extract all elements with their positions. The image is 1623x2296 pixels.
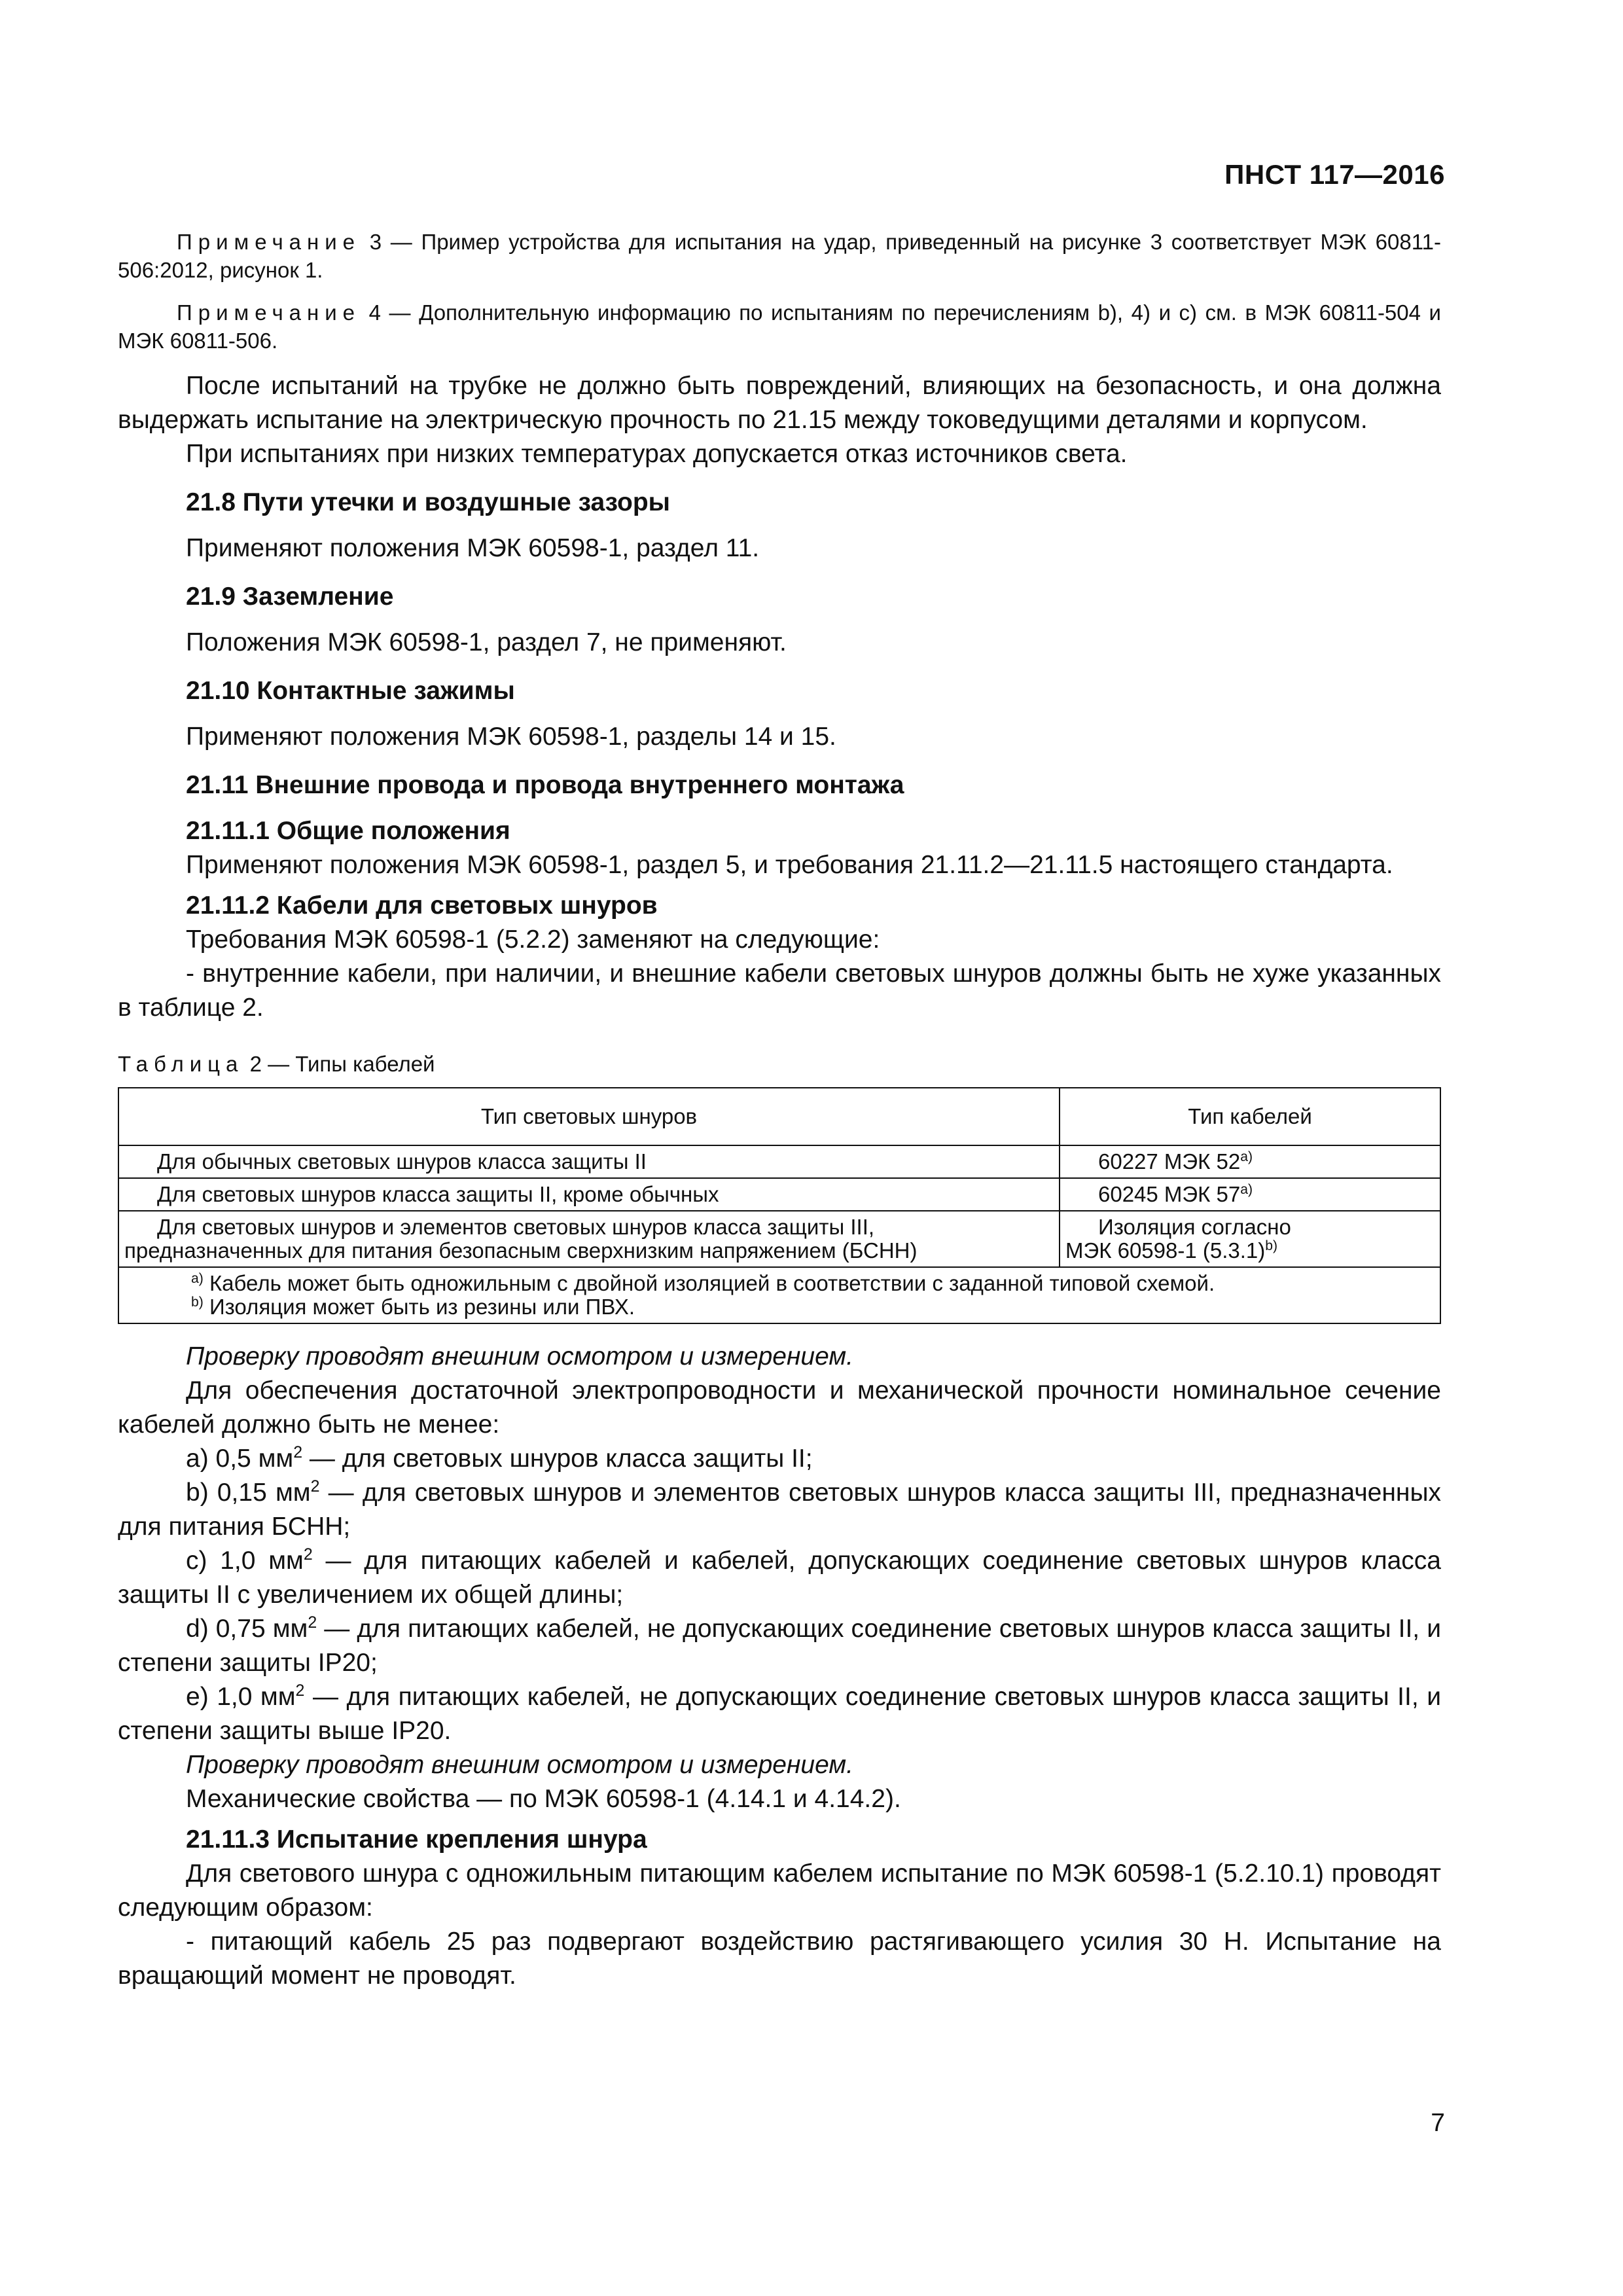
table-header-row [118,1088,1440,1145]
note-4 [118,298,1441,355]
note-label: Примечание [177,300,361,325]
table-caption-text: 2 — Типы кабелей [249,1052,435,1076]
check-method-2: Проверку проводят внешним осмотром и измерением. [186,1751,853,1779]
list-prefix: d) 0,75 мм [186,1615,308,1643]
list-item-a [118,1442,1441,1476]
list-text: — для питающих кабелей, не допускающих соединение световых шнуров класса защиты II, и степени защиты IP20; [118,1615,1441,1677]
heading-21-11-2: 21.11.2 Кабели для световых шнуров [186,891,658,920]
document-code: ПНСТ 117—2016 [1224,159,1445,190]
note-3 [118,228,1441,284]
table-footnote [191,1272,1435,1295]
superscript: 2 [303,1545,313,1564]
cable-types-table [118,1087,1441,1324]
table-footnote [191,1295,1435,1319]
note-text: 4 — Дополнительную информацию по испытаниям по перечислениям b), 4) и c) см. в МЭК 60811-504 и МЭК 60811-506. [118,300,1441,353]
footnote-text: Кабель может быть одножильным с двойной изоляцией в соответствии с заданной типовой схемой. [209,1271,1215,1295]
table-footnotes-row [118,1267,1440,1323]
paragraph-21-11-3-intro: Для светового шнура с одножильным питающим кабелем испытание по МЭК 60598-1 (5.2.10.1) проводят следующим образом: [118,1859,1441,1922]
cable-type-line-1: Изоляция согласно [1098,1215,1291,1239]
paragraph-21-11-2-intro: Требования МЭК 60598-1 (5.2.2) заменяют на следующие: [186,925,880,954]
list-item-d [118,1612,1441,1680]
table-cell: Для световых шнуров и элементов световых шнуров класса защиты III, предназначенных для питания безопасным сверхнизким напряжением (БСНН) [118,1211,1060,1267]
table-caption-label: Таблица [118,1052,244,1076]
superscript: 2 [310,1477,320,1496]
heading-21-8: 21.8 Пути утечки и воздушные зазоры [186,488,670,516]
paragraph-21-11-3-list: - питающий кабель 25 раз подвергают воздействию растягивающего усилия 30 Н. Испытание на вращающий момент не проводят. [118,1928,1441,1990]
list-text: — для питающих кабелей, не допускающих соединение световых шнуров класса защиты II, и степени защиты выше IP20. [118,1683,1441,1745]
list-item-e [118,1680,1441,1748]
cable-type: 60245 МЭК 57 [1098,1182,1241,1206]
heading-21-9: 21.9 Заземление [186,583,394,611]
footnote-mark: b) [1265,1238,1278,1253]
paragraph-low-temperature: При испытаниях при низких температурах допускается отказ источников света. [186,440,1128,468]
paragraph-21-11-1: Применяют положения МЭК 60598-1, раздел 5, и требования 21.11.2—21.11.5 настоящего стандарта. [186,851,1393,879]
table-cell [1060,1178,1440,1211]
heading-21-11-3: 21.11.3 Испытание крепления шнура [186,1825,647,1854]
note-label: Примечание [177,230,361,254]
table-cell [1060,1145,1440,1178]
table-row [118,1145,1440,1178]
footnote-mark: b) [191,1295,204,1310]
list-item-c [118,1544,1441,1612]
list-item-b [118,1476,1441,1544]
page-number: 7 [1431,2109,1445,2137]
list-prefix: a) 0,5 мм [186,1444,294,1473]
paragraph-21-8: Применяют положения МЭК 60598-1, раздел 11. [186,534,760,562]
table-footnotes [118,1267,1440,1323]
list-prefix: e) 1,0 мм [186,1683,296,1711]
check-method-1: Проверку проводят внешним осмотром и измерением. [186,1342,853,1371]
column-header: Тип кабелей [1060,1088,1440,1145]
table-cell [1060,1211,1440,1267]
paragraph-21-11-2-list: - внутренние кабели, при наличии, и внешние кабели световых шнуров должны быть не хуже указанных в таблице 2. [118,960,1441,1022]
heading-21-11-1: 21.11.1 Общие положения [186,817,510,845]
table-cell: Для световых шнуров класса защиты II, кроме обычных [118,1178,1060,1211]
paragraph-21-9: Положения МЭК 60598-1, раздел 7, не применяют. [186,628,787,656]
footnote-mark: a) [1240,1149,1253,1164]
paragraph-cross-section: Для обеспечения достаточной электропроводности и механической прочности номинальное сечение кабелей должно быть не менее: [118,1376,1441,1439]
list-text: — для световых шнуров класса защиты II; [302,1444,813,1473]
paragraph-mechanical: Механические свойства — по МЭК 60598-1 (4.14.1 и 4.14.2). [186,1785,901,1813]
table-cell: Для обычных световых шнуров класса защиты II [118,1145,1060,1178]
footnote-mark: a) [1240,1182,1253,1197]
table-caption [118,1050,1441,1078]
superscript: 2 [295,1681,305,1700]
paragraph-21-10: Применяют положения МЭК 60598-1, разделы 14 и 15. [186,723,836,751]
list-prefix: b) 0,15 мм [186,1479,311,1507]
footnote-text: Изоляция может быть из резины или ПВХ. [209,1295,635,1319]
table-row [118,1178,1440,1211]
heading-21-11: 21.11 Внешние провода и провода внутреннего монтажа [186,771,904,799]
page-content [118,228,1441,1993]
cable-type: 60227 МЭК 52 [1098,1149,1241,1174]
note-text: 3 — Пример устройства для испытания на удар, приведенный на рисунке 3 соответствует МЭК 60811-506:2012, рисунок 1. [118,230,1441,282]
superscript: 2 [308,1613,317,1632]
list-text: — для световых шнуров и элементов световых шнуров класса защиты III, предназначенных для питания БСНН; [118,1479,1441,1541]
superscript: 2 [293,1443,303,1462]
footnote-mark: a) [191,1271,204,1286]
list-prefix: c) 1,0 мм [186,1547,304,1575]
heading-21-10: 21.10 Контактные зажимы [186,677,515,705]
cable-type-line-2: МЭК 60598-1 (5.3.1) [1065,1238,1266,1263]
paragraph-after-tests: После испытаний на трубке не должно быть повреждений, влияющих на безопасность, и она должна выдержать испытание на электрическую прочность по 21.15 между токоведущими деталями и корпусом. [118,372,1441,434]
column-header: Тип световых шнуров [118,1088,1060,1145]
table-row [118,1211,1440,1267]
list-text: — для питающих кабелей и кабелей, допускающих соединение световых шнуров класса защиты II с увеличением их общей длины; [118,1547,1441,1609]
